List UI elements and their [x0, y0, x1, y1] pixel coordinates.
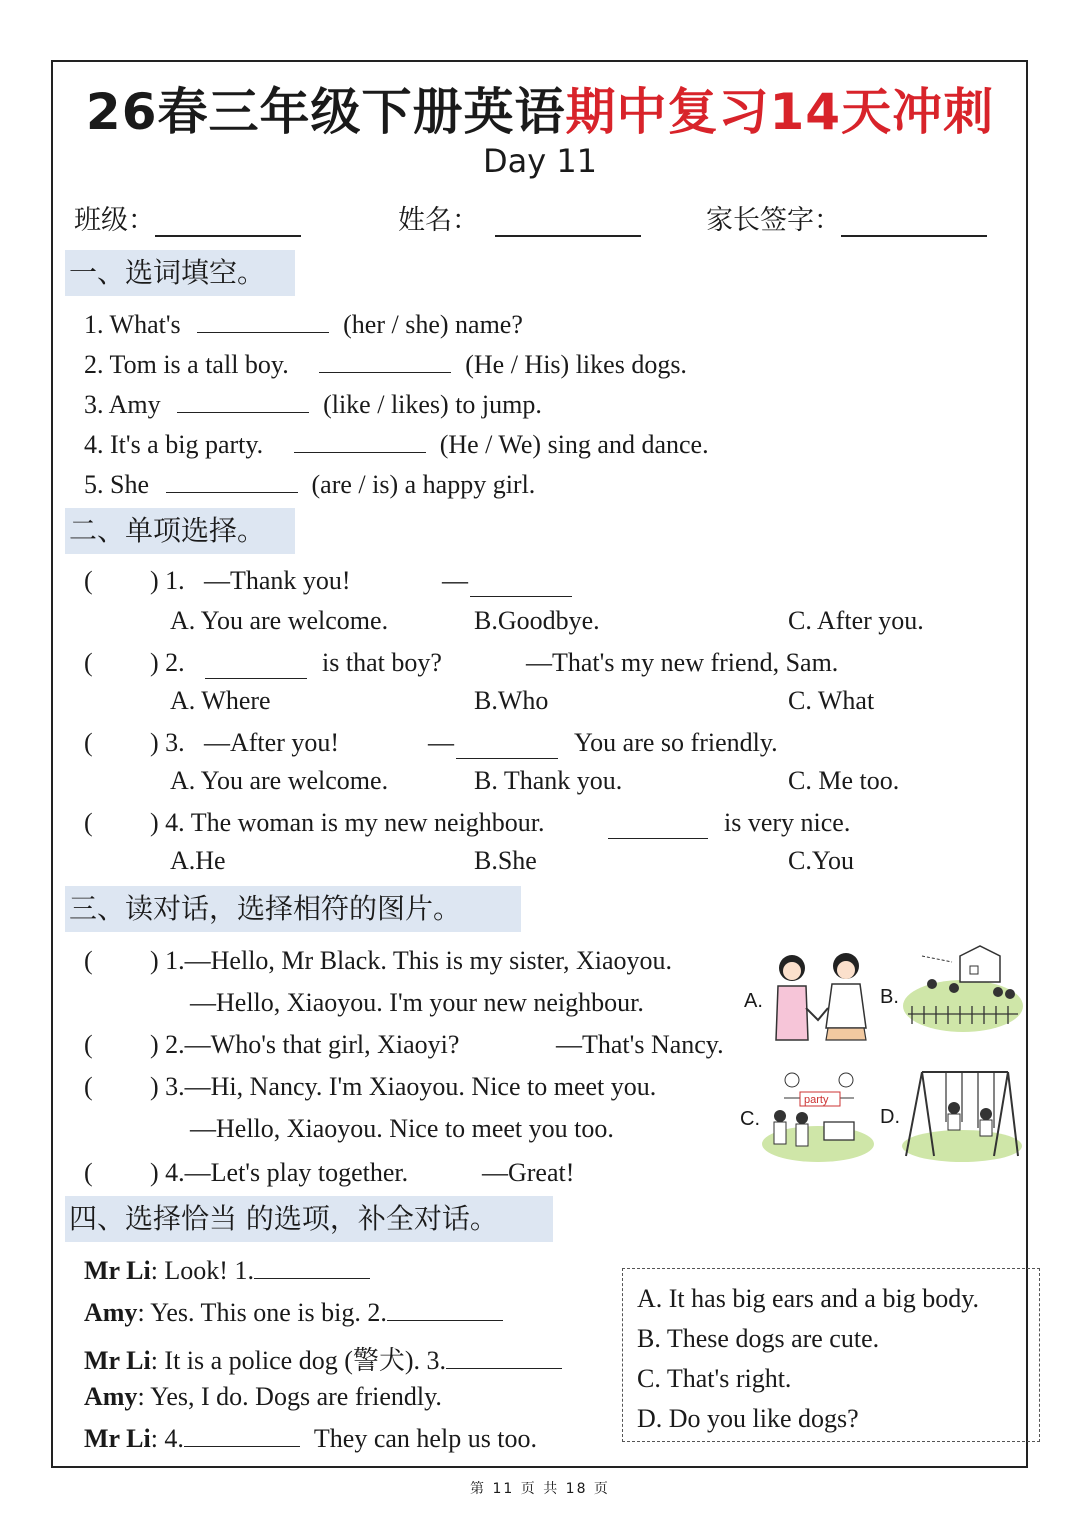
s1-blank-2[interactable]: [319, 352, 451, 373]
s2-q1-num: ) 1.: [150, 566, 185, 595]
page-title: [0, 72, 1080, 144]
s2-q3-text: —After you!: [204, 728, 340, 757]
s1-blank-1[interactable]: [197, 312, 329, 333]
s3-q4-paren[interactable]: (: [84, 1158, 93, 1187]
s2-q2-reply: —That's my new friend, Sam.: [526, 648, 839, 677]
name-label: 姓名：: [398, 205, 479, 236]
s2-q1-blank[interactable]: [470, 574, 572, 597]
s3-q4-line1: ) 4.—Let's play together.: [150, 1158, 409, 1187]
s2-q4-option-b[interactable]: B.She: [474, 846, 537, 875]
pic-c-label: C.: [740, 1108, 760, 1130]
class-field: [74, 198, 301, 237]
pic-b-label: B.: [880, 986, 899, 1008]
s4-speaker: Mr Li: [84, 1256, 151, 1285]
s1-item-2-options: (He / His) likes dogs.: [465, 350, 687, 379]
name-blank[interactable]: [495, 205, 641, 237]
s2-q3-blank[interactable]: [456, 736, 558, 759]
s3-q3-paren[interactable]: (: [84, 1072, 93, 1101]
s4-line-5-text: : 4.: [150, 1424, 184, 1453]
s1-item-1: [84, 310, 523, 340]
s4-line-1-text: : Look! 1.: [150, 1256, 254, 1285]
s3-q2-line2: —That's Nancy.: [556, 1030, 724, 1059]
s4-speaker: Mr Li: [84, 1346, 151, 1375]
s4-speaker: Mr Li: [84, 1424, 151, 1453]
s2-q1-option-c[interactable]: C. After you.: [788, 606, 924, 635]
s4-line-2: [84, 1298, 503, 1328]
s2-q2-option-c[interactable]: C. What: [788, 686, 875, 715]
s4-option-a[interactable]: A. It has big ears and a big body.: [637, 1284, 980, 1313]
s1-item-4-options: (He / We) sing and dance.: [439, 430, 709, 459]
page-footer: 第 11 页 共 18 页: [470, 1481, 610, 1497]
s1-item-3-text: 3. Amy: [84, 390, 161, 419]
parent-field: [706, 198, 987, 237]
title-red: 期中复习14天冲刺: [565, 83, 995, 141]
s2-q4-option-c[interactable]: C.You: [788, 846, 855, 875]
s4-blank-2[interactable]: [387, 1300, 503, 1321]
name-field: [398, 198, 641, 237]
s1-item-4: [84, 430, 709, 460]
pic-c-party: [760, 1070, 876, 1164]
s3-q4-line2: —Great!: [482, 1158, 575, 1187]
s3-q3-line1: ) 3.—Hi, Nancy. I'm Xiaoyou. Nice to meet you.: [150, 1072, 657, 1101]
s2-q1-option-b[interactable]: B.Goodbye.: [474, 606, 600, 635]
s2-q2-option-a[interactable]: A. Where: [170, 686, 271, 715]
s4-line-5: [84, 1424, 537, 1454]
s2-q3-tail: You are so friendly.: [574, 728, 778, 757]
s1-item-2: [84, 350, 687, 380]
pic-d-swing: [900, 1068, 1024, 1162]
s2-q4-text: ) 4. The woman is my new neighbour.: [150, 808, 545, 837]
pic-a-label: A.: [744, 990, 763, 1012]
s4-line-3-text: : It is a police dog (警犬). 3.: [150, 1346, 447, 1375]
s2-q2-paren[interactable]: (: [84, 648, 93, 677]
s1-item-1-options: (her / she) name?: [343, 310, 523, 339]
pic-b-neighbourhood: [902, 944, 1024, 1034]
s2-q4-blank[interactable]: [608, 816, 708, 839]
pic-a-handshake: [762, 948, 874, 1044]
day-label: Day 11: [482, 142, 598, 180]
section4-heading: 四、选择恰当 的选项，补全对话。: [65, 1196, 553, 1242]
s2-q2-num: ) 2.: [150, 648, 185, 677]
s4-blank-3[interactable]: [446, 1348, 562, 1369]
s4-speaker: Amy: [84, 1382, 138, 1411]
s1-blank-5[interactable]: [166, 472, 298, 493]
s2-q1-paren[interactable]: (: [84, 566, 93, 595]
s4-speaker: Amy: [84, 1298, 138, 1327]
s2-q2-blank[interactable]: [205, 656, 307, 679]
s2-q2-text: is that boy?: [322, 648, 442, 677]
s2-q4-tail: is very nice.: [724, 808, 851, 837]
s3-q2-line1: ) 2.—Who's that girl, Xiaoyi?: [150, 1030, 460, 1059]
s4-option-c[interactable]: C. That's right.: [637, 1364, 792, 1393]
s2-q4-paren[interactable]: (: [84, 808, 93, 837]
class-label: 班级：: [74, 205, 155, 236]
s3-q2-paren[interactable]: (: [84, 1030, 93, 1059]
s4-line-2-text: : Yes. This one is big. 2.: [137, 1298, 387, 1327]
parent-blank[interactable]: [841, 205, 987, 237]
party-banner-text: party: [804, 1094, 829, 1106]
section1-heading: 一、选词填空。: [65, 250, 295, 296]
parent-label: 家长签字：: [706, 205, 841, 236]
s2-q3-option-c[interactable]: C. Me too.: [788, 766, 900, 795]
title-black: 26春三年级下册英语: [85, 83, 566, 141]
s1-blank-3[interactable]: [177, 392, 309, 413]
s1-item-4-text: 4. It's a big party.: [84, 430, 264, 459]
s1-item-3-options: (like / likes) to jump.: [323, 390, 542, 419]
s2-q1-option-a[interactable]: A. You are welcome.: [170, 606, 389, 635]
s1-item-5-text: 5. She: [84, 470, 149, 499]
s3-q1-line1: ) 1.—Hello, Mr Black. This is my sister, Xiaoyou.: [150, 946, 673, 975]
s1-item-1-text: 1. What's: [84, 310, 181, 339]
s3-q1-line2: —Hello, Xiaoyou. I'm your new neighbour.: [190, 988, 644, 1017]
s1-item-5: [84, 470, 535, 500]
s4-line-3: [84, 1340, 562, 1377]
s4-line-1: [84, 1256, 370, 1286]
s4-option-d[interactable]: D. Do you like dogs?: [637, 1404, 859, 1433]
s2-q3-option-b[interactable]: B. Thank you.: [474, 766, 623, 795]
s3-q1-paren[interactable]: (: [84, 946, 93, 975]
s1-blank-4[interactable]: [294, 432, 426, 453]
s4-blank-1[interactable]: [254, 1258, 370, 1279]
s2-q2-option-b[interactable]: B.Who: [474, 686, 549, 715]
s4-line-5-tail: They can help us too.: [313, 1424, 538, 1453]
s3-q3-line2: —Hello, Xiaoyou. Nice to meet you too.: [190, 1114, 614, 1143]
s2-q1-text: —Thank you!: [204, 566, 351, 595]
s2-q3-option-a[interactable]: A. You are welcome.: [170, 766, 389, 795]
s1-item-5-options: (are / is) a happy girl.: [311, 470, 536, 499]
s2-q3-paren[interactable]: (: [84, 728, 93, 757]
s2-q4-option-a[interactable]: A.He: [170, 846, 226, 875]
s1-item-3: [84, 390, 542, 420]
s4-option-b[interactable]: B. These dogs are cute.: [637, 1324, 880, 1353]
s4-line-4: [84, 1382, 442, 1412]
pic-d-label: D.: [880, 1106, 900, 1128]
s4-blank-4[interactable]: [184, 1426, 300, 1447]
s1-item-2-text: 2. Tom is a tall boy.: [84, 350, 289, 379]
s2-q1-dash: —: [442, 566, 468, 595]
section3-heading: 三、读对话，选择相符的图片。: [65, 886, 521, 932]
s2-q3-dash: —: [428, 728, 454, 757]
section2-heading: 二、单项选择。: [65, 508, 295, 554]
s2-q3-num: ) 3.: [150, 728, 185, 757]
class-blank[interactable]: [155, 205, 301, 237]
s4-line-4-text: : Yes, I do. Dogs are friendly.: [137, 1382, 442, 1411]
